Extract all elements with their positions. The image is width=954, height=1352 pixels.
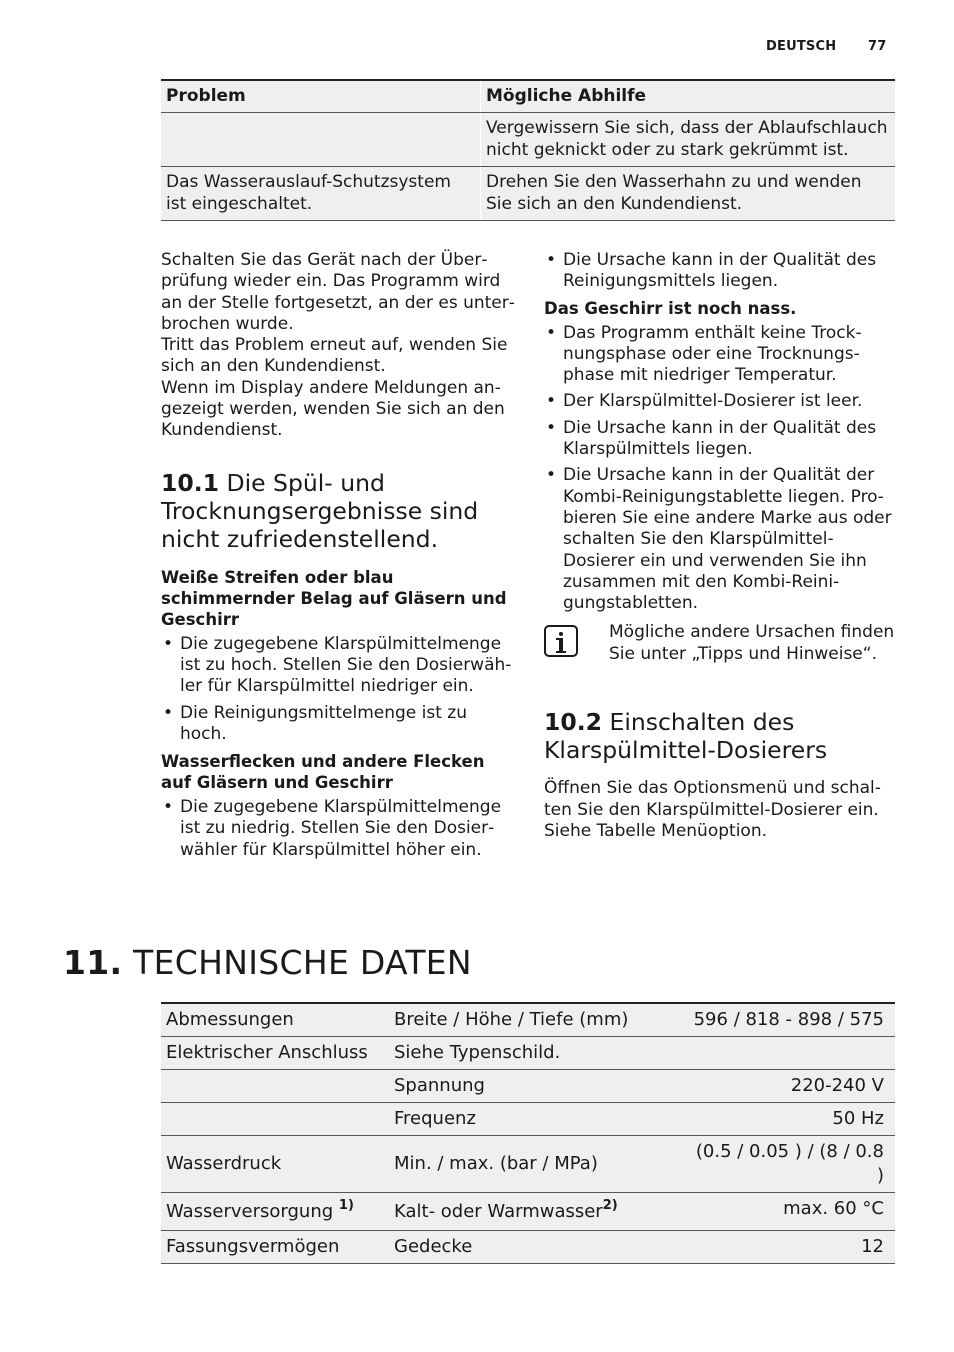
problem-cell: Das Wasserauslauf-Schutzsystem ist eingeschaltet. xyxy=(161,166,481,220)
spec-detail: Breite / Höhe / Tiefe (mm) xyxy=(389,1003,679,1037)
spec-name: Fassungsvermögen xyxy=(161,1231,389,1264)
intro-paragraph: Wenn im Display andere Meldungen angezeigt werden, wenden Sie sich an den Kundendienst. xyxy=(161,377,505,441)
table-row xyxy=(161,1037,895,1070)
spec-name xyxy=(161,1193,389,1231)
list-item: • Die zugegebene Klarspülmittelmenge ist zu hoch. Stellen Sie den Dosierwähler für Klarspülmittel niedriger ein. xyxy=(161,634,517,698)
problem-cell xyxy=(161,112,481,166)
bullet-list xyxy=(544,323,896,615)
footnote-marker: 2) xyxy=(602,1197,618,1213)
spec-value xyxy=(679,1037,895,1070)
spec-value: 220-240 V xyxy=(679,1070,895,1103)
table-row xyxy=(161,1231,895,1264)
subheading-dishes-wet: Das Geschirr ist noch nass. xyxy=(544,298,797,318)
section-10-2-heading xyxy=(544,708,896,764)
spec-name-text: Wasserversorgung xyxy=(166,1200,334,1222)
column-header-remedy: Mögliche Abhilfe xyxy=(481,80,896,112)
column-header-problem: Problem xyxy=(161,80,481,112)
spec-value: 12 xyxy=(679,1231,895,1264)
spec-name: Elektrischer Anschluss xyxy=(161,1037,389,1070)
subheading-water-spots: Wasserflecken und andere Flecken auf Gläsern und Geschirr xyxy=(161,752,485,793)
spec-value: (0.5 / 0.05 ) / (8 / 0.8 ) xyxy=(679,1136,895,1193)
bullet-list xyxy=(544,250,896,293)
footnote-marker: 1) xyxy=(338,1197,354,1213)
section-number: 10.2 xyxy=(544,708,602,737)
table-row xyxy=(161,1193,895,1231)
spec-value: 596 / 818 - 898 / 575 xyxy=(679,1003,895,1037)
list-item: • Die zugegebene Klarspülmittelmenge ist zu niedrig. Stellen Sie den Dosierwähler für Klarspülmittel höher ein. xyxy=(161,797,517,861)
spec-detail: Spannung xyxy=(389,1070,679,1103)
spec-name: Wasserdruck xyxy=(161,1136,389,1193)
intro-paragraph: Schalten Sie das Gerät nach der Überprüfung wieder ein. Das Programm wird an der Stelle fortgesetzt, an der es unterbrochen wurde. xyxy=(161,250,515,334)
chapter-number: 11. xyxy=(63,943,123,982)
section-body: Öffnen Sie das Optionsmenü und schalten Sie den Klarspülmittel-Dosierer ein. Siehe Tabelle Menüoption. xyxy=(544,778,881,842)
remedy-cell: Drehen Sie den Wasserhahn zu und wenden Sie sich an den Kundendienst. xyxy=(481,166,896,220)
table-row xyxy=(161,1136,895,1193)
spec-name xyxy=(161,1070,389,1103)
intro-paragraph: Tritt das Problem erneut auf, wenden Sie sich an den Kundendienst. xyxy=(161,335,508,377)
note-text: Mögliche andere Ursachen finden Sie unter „Tipps und Hinweise“. xyxy=(609,622,895,664)
page-number: 77 xyxy=(868,39,887,54)
spec-detail: Gedecke xyxy=(389,1231,679,1264)
bullet-list xyxy=(161,634,517,745)
list-item: • Die Ursache kann in der Qualität des Klarspülmittels liegen. xyxy=(544,418,896,461)
section-title: Die Spül- und Trocknungsergebnisse sind nicht zufriedenstellend. xyxy=(161,468,479,553)
list-item: • Das Programm enthält keine Trocknungsphase oder eine Trocknungsphase mit niedriger Temperatur. xyxy=(544,323,896,387)
spec-detail: Frequenz xyxy=(389,1103,679,1136)
subheading-white-streaks: Weiße Streifen oder blau schimmernder Belag auf Gläsern und Geschirr xyxy=(161,567,507,629)
bullet-list xyxy=(161,797,517,861)
header-language: DEUTSCH xyxy=(766,39,837,54)
troubleshooting-table xyxy=(161,79,895,221)
chapter-title: TECHNISCHE DATEN xyxy=(133,943,472,982)
remedy-cell: Vergewissern Sie sich, dass der Ablaufschlauch nicht geknickt oder zu stark gekrümmt ist. xyxy=(481,112,896,166)
table-row xyxy=(161,1103,895,1136)
list-item: • Die Ursache kann in der Qualität des Reinigungsmittels liegen. xyxy=(544,250,896,293)
table-row xyxy=(161,1070,895,1103)
section-title: Einschalten des Klarspülmittel-Dosierers xyxy=(544,708,828,765)
left-column xyxy=(161,250,517,866)
info-note xyxy=(544,622,896,686)
list-item: • Die Ursache kann in der Qualität der Kombi-Reinigungstablette liegen. Probieren Sie eine andere Marke aus oder schalten Sie den Klarspülmittel-Dosierer ein und verwenden Sie ihn zusammen mit den Kombi-Reinigungstabletten. xyxy=(544,465,896,614)
right-column xyxy=(544,250,896,842)
table-row xyxy=(161,112,895,166)
spec-detail xyxy=(389,1193,679,1231)
spec-name xyxy=(161,1103,389,1136)
chapter-11-heading xyxy=(63,941,472,985)
spec-detail: Min. / max. (bar / MPa) xyxy=(389,1136,679,1193)
list-item: • Die Reinigungsmittelmenge ist zu hoch. xyxy=(161,703,517,746)
spec-value: max. 60 °C xyxy=(679,1193,895,1231)
spec-detail: Siehe Typenschild. xyxy=(389,1037,679,1070)
table-row xyxy=(161,166,895,220)
spec-name: Abmessungen xyxy=(161,1003,389,1037)
list-item: • Der Klarspülmittel-Dosierer ist leer. xyxy=(544,391,896,412)
section-number: 10.1 xyxy=(161,468,219,497)
technical-data-table xyxy=(161,1002,895,1264)
info-icon xyxy=(544,625,578,657)
table-row xyxy=(161,1003,895,1037)
section-10-1-heading xyxy=(161,469,517,553)
spec-detail-text: Kalt- oder Warmwasser xyxy=(394,1200,603,1222)
spec-value: 50 Hz xyxy=(679,1103,895,1136)
